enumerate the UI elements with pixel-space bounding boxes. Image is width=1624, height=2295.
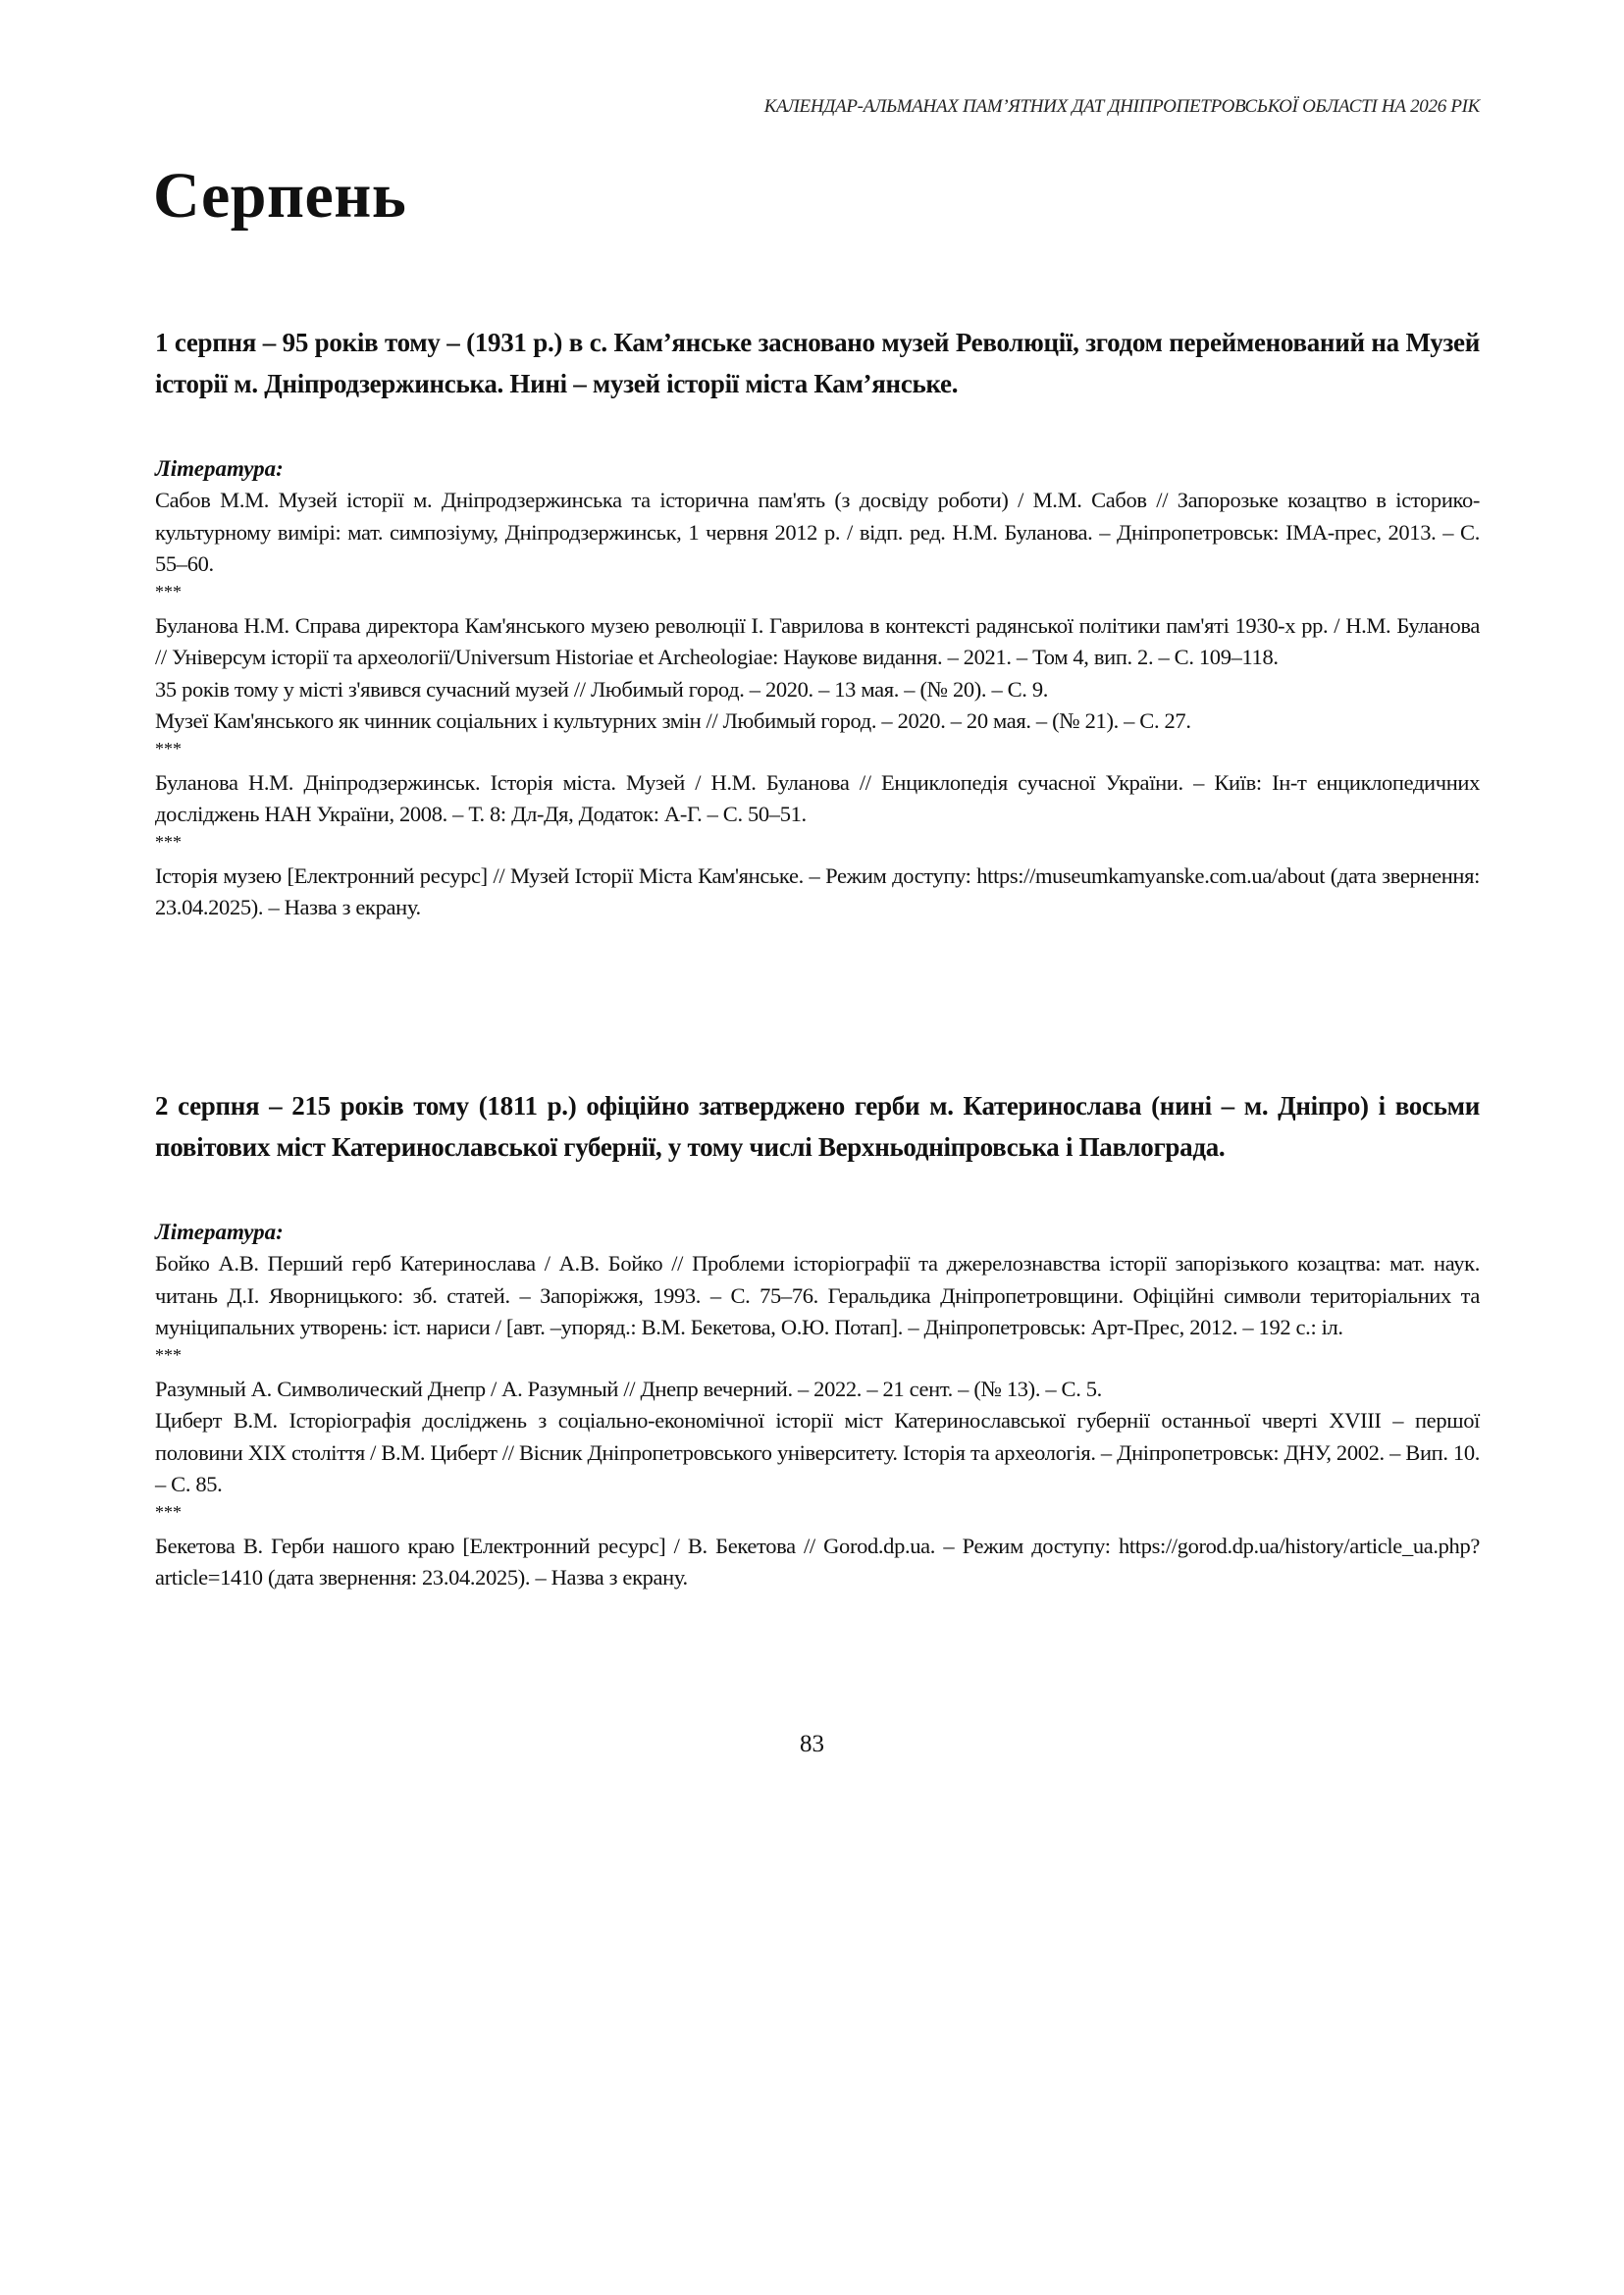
reference: Буланова Н.М. Справа директора Кам'янського музею революції І. Гаврилова в контексті радянської політики пам'яті 1930-х рр. / Н.М. Буланова // Універсум історії та археології/Universum Historiae et Archeologiae: Наукове видання. – 2021. – Том 4, вип. 2. – С. 109–118. xyxy=(155,612,1480,669)
separator: *** xyxy=(155,1344,182,1365)
page-number: 83 xyxy=(800,1731,824,1757)
entry-2 xyxy=(155,1085,1480,1594)
literature-label: Література: xyxy=(155,456,284,481)
reference: Циберт В.М. Історіографія досліджень з соціально-економічної історії міст Катеринославської губернії останньої чверті XVIII – першої половини XIX століття / В.М. Циберт // Вісник Дніпропетровського університету. Історія та археологія. – Дніпропетровськ: ДНУ, 2002. – Вип. 10. – С. 85. xyxy=(155,1408,1480,1496)
reference: Історія музею [Електронний ресурс] // Музей Історії Міста Кам'янське. – Режим доступу: https://museumkamyanske.com.ua/about (дата звернення: 23.04.2025). – Назва з екрану. xyxy=(155,862,1480,919)
reference: Музеї Кам'янського як чинник соціальних і культурних змін // Любимый город. – 2020. – 20 мая. – (№ 21). – С. 27. xyxy=(155,708,1191,733)
reference: Бойко А.В. Перший герб Катеринослава / А.В. Бойко // Проблеми історіографії та джерелознавства історії запорізького козацтва: мат. наук. читань Д.І. Яворницького: зб. статей. – Запоріжжя, 1993. – С. 75–76. Геральдика Дніпропетровщини. Офіційні символи територіальних та муніципальних утворень: іст. нариси / [авт. –упоряд.: В.М. Бекетова, О.Ю. Потап]. – Дніпропетровськ: Арт-Прес, 2012. – 192 с.: іл. xyxy=(155,1251,1480,1339)
literature-label: Література: xyxy=(155,1220,284,1244)
reference: Бекетова В. Герби нашого краю [Електронний ресурс] / В. Бекетова // Gorod.dp.ua. – Режим доступу: https://gorod.dp.ua/history/article_ua.php?article=1410 (дата звернення: 23.04.2025). – Назва з екрану. xyxy=(155,1533,1480,1590)
reference: 35 років тому у місті з'явився сучасний музей // Любимый город. – 2020. – 13 мая. – (№ 20). – С. 9. xyxy=(155,676,1049,702)
page-title: Серпень xyxy=(153,160,407,232)
reference: Разумный А. Символический Днепр / А. Разумный // Днепр вечерний. – 2022. – 21 сент. – (№ 13). – С. 5. xyxy=(155,1376,1102,1401)
event-heading: 1 серпня – 95 років тому – (1931 р.) в с. Кам’янське засновано музей Революції, згодом перейменований на Музей історії м. Дніпродзержинська. Нині – музей історії міста Кам’янське. xyxy=(155,328,1480,398)
reference: Буланова Н.М. Дніпродзержинськ. Історія міста. Музей / Н.М. Буланова // Енциклопедія сучасної України. – Київ: Ін-т енциклопедичних досліджень НАН України, 2008. – Т. 8: Дл-Дя, Додаток: А-Г. – С. 50–51. xyxy=(155,769,1480,826)
entry-1 xyxy=(155,322,1480,924)
event-heading: 2 серпня – 215 років тому (1811 р.) офіційно затверджено герби м. Катеринослава (нині – м. Дніпро) і восьми повітових міст Катеринославської губернії, у тому числі Верхньодніпровська і Павлограда. xyxy=(155,1091,1480,1162)
separator: *** xyxy=(155,1501,182,1522)
separator: *** xyxy=(155,738,182,758)
separator: *** xyxy=(155,831,182,852)
running-header: КАЛЕНДАР-АЛЬМАНАХ ПАМ’ЯТНИХ ДАТ ДНІПРОПЕТРОВСЬКОЇ ОБЛАСТІ НА 2026 РІК xyxy=(763,96,1480,117)
separator: *** xyxy=(155,581,182,601)
reference: Сабов М.М. Музей історії м. Дніпродзержинська та історична пам'ять (з досвіду роботи) / М.М. Сабов // Запорозьке козацтво в історико-культурному вимірі: мат. симпозіуму, Дніпродзержинськ, 1 червня 2012 р. / відп. ред. Н.М. Буланова. – Дніпропетровськ: ІМА-прес, 2013. – С. 55–60. xyxy=(155,488,1480,576)
